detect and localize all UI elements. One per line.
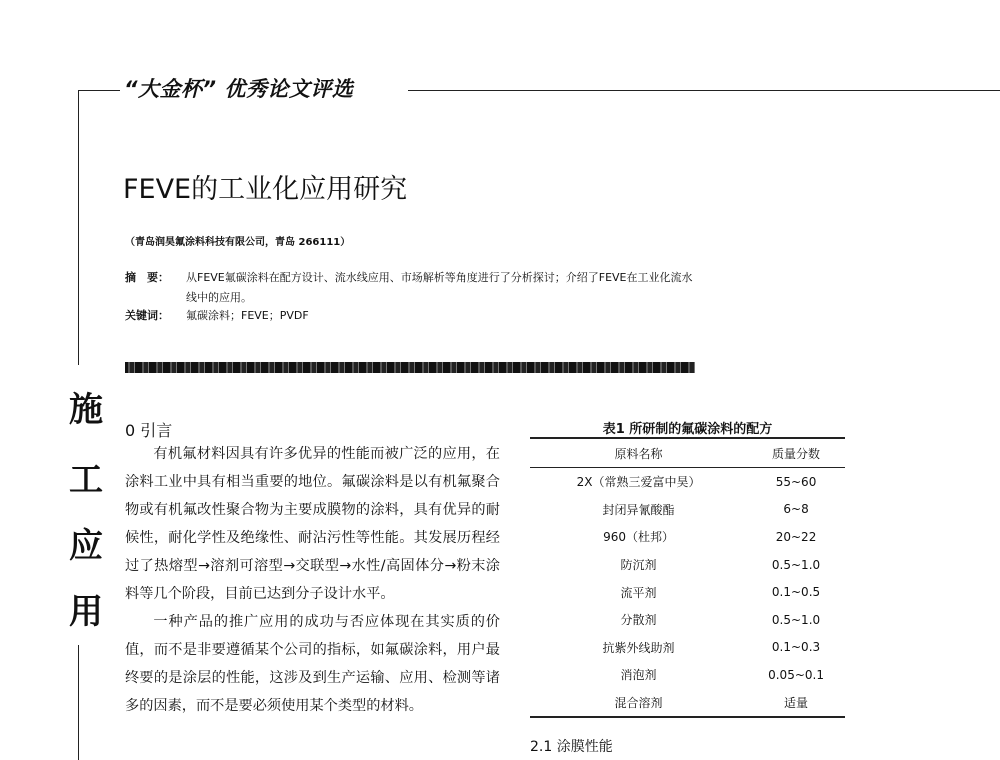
abstract-label: 摘 要： bbox=[125, 271, 169, 284]
article-title: FEVE的工业化应用研究 bbox=[123, 174, 408, 205]
sidebar-char-2: 工 bbox=[69, 460, 103, 500]
sidebar-char-4: 用 bbox=[69, 592, 103, 632]
fraction-cell: 0.05~0.1 bbox=[768, 667, 824, 682]
material-cell: 混合溶剂 bbox=[530, 689, 747, 718]
sidebar-char-3: 应 bbox=[69, 526, 103, 566]
material-cell: 960（杜邦） bbox=[603, 530, 674, 545]
decorative-divider-bar bbox=[125, 362, 695, 373]
fraction-cell: 20~22 bbox=[775, 529, 817, 544]
table-row bbox=[530, 523, 845, 551]
fraction-cell: 0.1~0.5 bbox=[771, 585, 821, 600]
fraction-cell: 55~60 bbox=[775, 474, 817, 489]
material-cell: 消泡剂 bbox=[620, 668, 657, 683]
header-bracket-top bbox=[78, 90, 120, 91]
table-row bbox=[530, 689, 845, 718]
table-row bbox=[530, 468, 845, 496]
sidebar-line bbox=[78, 645, 79, 760]
material-cell: 分散剂 bbox=[620, 613, 657, 628]
formula-table bbox=[530, 437, 845, 718]
keywords-text: 氟碳涂料；FEVE；PVDF bbox=[186, 309, 309, 322]
keywords-label: 关键词： bbox=[125, 309, 169, 322]
table-row bbox=[530, 578, 845, 606]
table-row bbox=[530, 606, 845, 634]
abstract-text-line1: 从FEVE氟碳涂料在配方设计、流水线应用、市场解析等角度进行了分析探讨；介绍了FEVE在工业化流水 bbox=[186, 271, 693, 284]
fraction-cell: 0.1~0.3 bbox=[771, 640, 821, 655]
body-paragraph-2: 一种产品的推广应用的成功与否应体现在其实质的价值，而不是非要遵循某个公司的指标，如氟碳涂料，用户最终要的是涂层的性能，这涉及到生产运输、应用、检测等诸多的因素，而不是要必须使用某个类型的材料。 bbox=[125, 614, 500, 714]
fraction-cell: 适量 bbox=[747, 689, 845, 718]
table-header-material: 原料名称 bbox=[530, 438, 747, 468]
table-row bbox=[530, 661, 845, 689]
material-cell: 2X（常熟三爱富中昊） bbox=[576, 475, 701, 490]
sidebar-char-1: 施 bbox=[69, 390, 103, 430]
abstract-text-line2: 线中的应用。 bbox=[186, 291, 252, 304]
fraction-cell: 6~8 bbox=[783, 502, 809, 517]
header-rule bbox=[408, 90, 1000, 91]
table-row bbox=[530, 551, 845, 579]
table-header-fraction: 质量分数 bbox=[747, 438, 845, 468]
body-text bbox=[125, 440, 500, 720]
material-cell: 流平剂 bbox=[620, 585, 657, 600]
body-paragraph-1: 有机氟材料因具有许多优异的性能而被广泛的应用，在涂料工业中具有相当重要的地位。氟碳涂料是以有机氟聚合物或有机氟改性聚合物为主要成膜物的涂料，具有优异的耐候性，耐化学性及绝缘性、耐沾污性等性能。其发展历程经过了热熔型→溶剂可溶型→交联型→水性/高固体分→粉末涂料等几个阶段，目前已达到分子设计水平。 bbox=[125, 446, 500, 602]
material-cell: 封闭异氰酸酯 bbox=[602, 502, 675, 517]
section-heading: 0 引言 bbox=[125, 421, 173, 440]
header-bracket-left bbox=[78, 90, 79, 365]
material-cell: 防沉剂 bbox=[620, 558, 657, 573]
affiliation: （青岛润昊氟涂料科技有限公司，青岛 266111） bbox=[125, 237, 351, 248]
table-row bbox=[530, 634, 845, 662]
table-row bbox=[530, 496, 845, 524]
table-caption: 表1 所研制的氟碳涂料的配方 bbox=[602, 422, 773, 437]
material-cell: 抗紫外线助剂 bbox=[602, 640, 675, 655]
fraction-cell: 0.5~1.0 bbox=[771, 612, 821, 627]
table-header-row bbox=[530, 438, 845, 468]
subsection-heading: 2.1 涂膜性能 bbox=[530, 739, 613, 755]
fraction-cell: 0.5~1.0 bbox=[771, 557, 821, 572]
column-header-title: “大金杯” 优秀论文评选 bbox=[124, 77, 354, 101]
